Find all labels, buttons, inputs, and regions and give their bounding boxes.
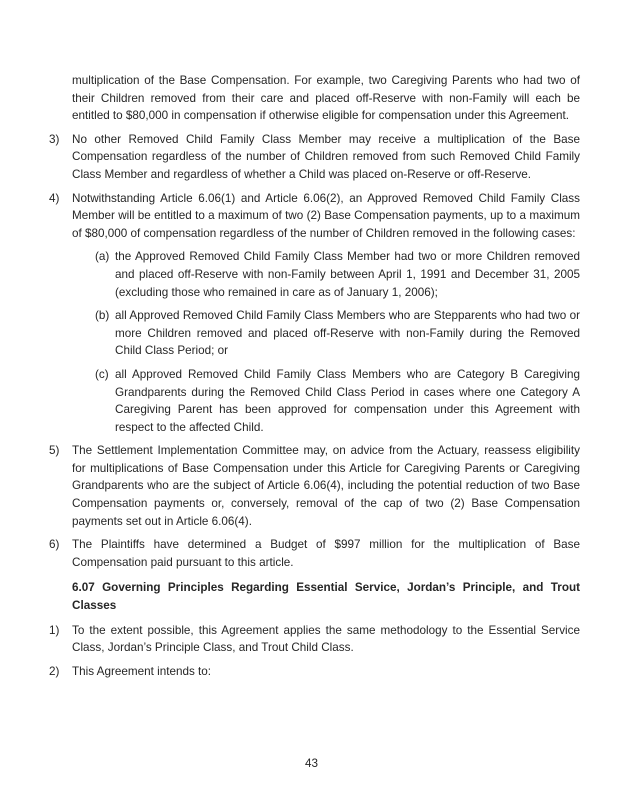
subparagraph-label: (c): [95, 367, 109, 381]
paragraph-label: 3): [49, 132, 60, 146]
subparagraph-c: [95, 366, 580, 436]
paragraph-label: 6): [49, 538, 60, 552]
paragraph-label: 1): [49, 623, 60, 637]
paragraph-continuation: [49, 72, 580, 125]
paragraph-text: multiplication of the Base Compensation. For example, two Caregiving Parents who had two of their Children removed from their care and placed off-Reserve with non-Family will each be entitled to $80,000 in compensation if otherwise eligible for compensation under this Agreement.: [72, 74, 580, 123]
paragraph-label: 2): [49, 664, 60, 678]
subparagraph-text: all Approved Removed Child Family Class Members who are Stepparents who had two or more Children removed and placed off-Reserve with non-Family during the Removed Child Class Period; or: [115, 309, 580, 358]
paragraph-4: [49, 190, 580, 243]
subparagraph-label: (a): [95, 250, 110, 264]
paragraph-text: This Agreement intends to:: [72, 664, 212, 678]
document-body: [49, 72, 580, 686]
paragraph-label: 5): [49, 444, 60, 458]
paragraph-label: 4): [49, 191, 60, 205]
paragraph-6: [49, 536, 580, 571]
subparagraph-text: all Approved Removed Child Family Class Members who are Category B Caregiving Grandparents during the Removed Child Class Period in cases where one Category A Caregiving Parent has been approved for compensation under this Agreement with respect to the affected Child.: [115, 367, 580, 434]
paragraph-label: [49, 72, 72, 125]
paragraph-5: [49, 442, 580, 530]
paragraph-1: [49, 622, 580, 657]
paragraph-text: No other Removed Child Family Class Member may receive a multiplication of the Base Compensation regardless of the number of Children removed from such Removed Child Family Class Member and regardless of whether a Child was placed on-Reserve or off-Reserve.: [72, 132, 580, 181]
subparagraph-label: (b): [95, 309, 110, 323]
paragraph-text: The Settlement Implementation Committee may, on advice from the Actuary, reassess eligibility for multiplications of Base Compensation under this Article for Caregiving Parents or Caregiving Grandparents who are the subject of Article 6.06(4), including the potential reduction of two Base Compensation payments or, conversely, removal of the cap of two (2) Base Compensation payments set out in Article 6.06(4).: [72, 444, 580, 528]
paragraph-2: [49, 663, 580, 681]
paragraph-text: To the extent possible, this Agreement applies the same methodology to the Essential Service Class, Jordan’s Principle Class, and Trout Child Class.: [72, 623, 580, 655]
section-heading-text: 6.07 Governing Principles Regarding Essential Service, Jordan’s Principle, and Trout Classes: [72, 581, 580, 613]
page-number: 43: [304, 757, 318, 770]
page-footer: [0, 755, 623, 773]
paragraph-text: The Plaintiffs have determined a Budget of $997 million for the multiplication of Base Compensation paid pursuant to this article.: [72, 538, 580, 569]
paragraph-text: Notwithstanding Article 6.06(1) and Article 6.06(2), an Approved Removed Child Family Class Member will be entitled to a maximum of two (2) Base Compensation payments, up to a maximum of $80,000 of compensation regardless of the number of Children removed in the following cases:: [72, 191, 580, 240]
subparagraph-text: the Approved Removed Child Family Class Member had two or more Children removed and placed off-Reserve with non-Family between April 1, 1991 and December 31, 2005 (excluding those who remained in care as of January 1, 2006);: [115, 250, 580, 299]
section-heading-6-07: [72, 579, 580, 614]
subparagraph-b: [95, 307, 580, 360]
subparagraph-a: [95, 248, 580, 301]
paragraph-3: [49, 131, 580, 184]
